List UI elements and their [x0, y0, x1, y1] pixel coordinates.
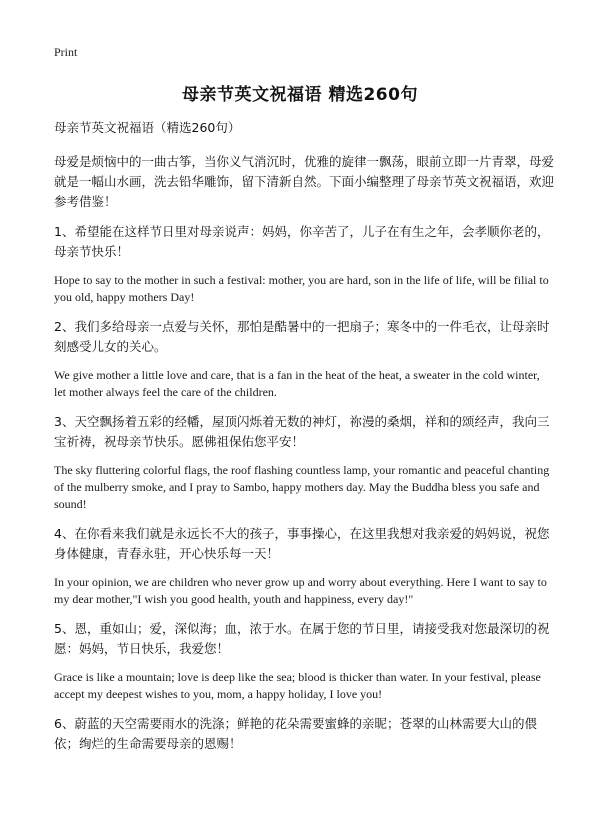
greeting-chinese: 6、蔚蓝的天空需要雨水的洗涤；鲜艳的花朵需要蜜蜂的亲昵；苍翠的山林需要大山的偎依；绚烂的生命需要母亲的恩赐！: [54, 716, 537, 751]
greeting-chinese: 5、恩，重如山；爱，深似海；血，浓于水。在属于您的节日里，请接受我对您最深切的祝愿：妈妈，节日快乐，我爱您！: [54, 621, 550, 656]
greeting-chinese: 2、我们多给母亲一点爱与关怀，那怕是酷暑中的一把扇子；寒冬中的一件毛衣，让母亲时刻感受儿女的关心。: [54, 319, 550, 354]
article-body: [54, 118, 554, 764]
greeting-chinese: 1、希望能在这样节日里对母亲说声：妈妈，你辛苦了，儿子在有生之年，会孝顺你老的，母亲节快乐！: [54, 224, 550, 259]
greeting-english: We give mother a little love and care, that is a fan in the heat of the heat, a sweater in the cold winter, let mother always feel the care of the children.: [54, 368, 540, 399]
page-title: 母亲节英文祝福语 精选260句: [182, 85, 418, 105]
greeting-english: The sky fluttering colorful flags, the roof flashing countless lamp, your romantic and peaceful chanting of the mulberry smoke, and I pray to Sambo, happy mothers day. May the Buddha bless you safe and sound!: [54, 463, 550, 511]
article-intro: 母爱是烦恼中的一曲古筝，当你义气消沉时，优雅的旋律一飘荡，眼前立即一片青翠，母爱就是一幅山水画，洗去铅华雕饰，留下清新自然。下面小编整理了母亲节英文祝福语，欢迎参考借鉴！: [54, 154, 555, 209]
greeting-english: In your opinion, we are children who never grow up and worry about everything. Here I want to say to my dear mother,"I wish you good health, youth and happiness, every day!": [54, 575, 547, 606]
greeting-item: [54, 619, 554, 703]
print-link[interactable]: Print: [54, 45, 78, 59]
greeting-chinese: 4、在你看来我们就是永远长不大的孩子，事事操心，在这里我想对我亲爱的妈妈说，祝您身体健康，青春永驻，开心快乐每一天！: [54, 526, 550, 561]
greeting-item: [54, 524, 554, 608]
greeting-item: [54, 412, 554, 513]
greeting-item: [54, 317, 554, 401]
greeting-item: [54, 222, 554, 306]
greeting-item: [54, 714, 554, 754]
greeting-chinese: 3、天空飘扬着五彩的经幡，屋顶闪烁着无数的神灯，祢漫的桑烟，祥和的颂经声，我向三宝祈祷，祝母亲节快乐。愿佛祖保佑您平安！: [54, 414, 550, 449]
article-subtitle: 母亲节英文祝福语（精选260句）: [54, 120, 241, 135]
greeting-english: Hope to say to the mother in such a festival: mother, you are hard, son in the life of life, will be filial to you old, happy mothers Day!: [54, 273, 549, 304]
greeting-english: Grace is like a mountain; love is deep like the sea; blood is thicker than water. In your festival, please accept my deepest wishes to you, mom, a happy holiday, I love you!: [54, 670, 541, 701]
